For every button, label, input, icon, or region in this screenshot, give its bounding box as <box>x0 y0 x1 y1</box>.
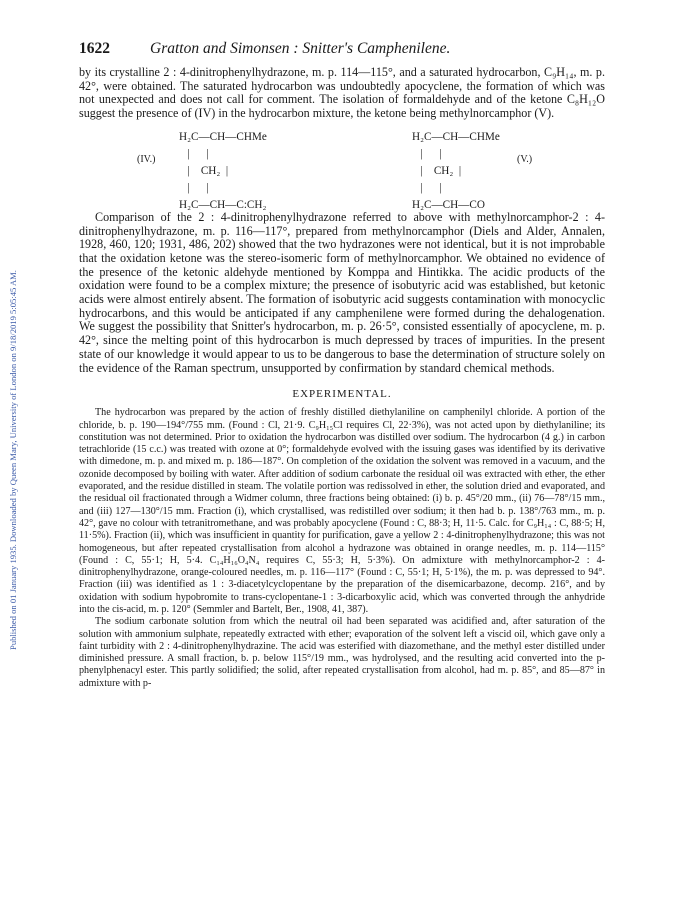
page-content <box>79 40 605 690</box>
running-title: Gratton and Simonsen : Snitter's Camphenilene. <box>150 40 451 57</box>
page-header <box>79 40 605 58</box>
publication-side-note <box>6 100 20 820</box>
page-number: 1622 <box>79 40 110 57</box>
experimental-heading: EXPERIMENTAL. <box>292 388 392 401</box>
structural-formulas <box>79 127 605 211</box>
formula-iv-label: (IV.) <box>137 153 156 165</box>
experimental-paragraph-2: The sodium carbonate solution from which the neutral oil had been separated was acidified and, after saturation of the solution with ammonium sulphate, repeatedly extracted with ether; evaporation of the solvent left a viscid oil, which gave only a faint turbidity with 2 : 4-dinitrophenylhydrazine. The acid was esterified with diazomethane, and the methyl ester distilled under diminished pressure. A small fraction, b. p. below 115°/19 mm., was hydrolysed, and the resulting acid converted into the p-phenylphenacyl ester. This partly solidified; the solid, after repeated crystallisation from alcohol, had m. p. 85°, and 85—87° in admixture with p- <box>79 616 605 689</box>
side-note-text: Published on 01 January 1935. Downloaded by Queen Mary, University of London on 9/18/2019 5:05:45 AM. <box>8 270 18 650</box>
comparison-paragraph: Comparison of the 2 : 4-dinitrophenylhydrazone referred to above with methylnorcamphor-2 : 4-dinitrophenylhydrazone, m. p. 116—117°, prepared from methylnorcamphor (Diels and Alder, Annalen, 1928, 460, 120; 1931, 486, 202) showed that the two hydrazones were not identical, but it is not improbable that the oxidation ketone was the stereo-isomeric form of methylnorcamphor. We obtained no evidence of the presence of the ketonic aldehyde mentioned by Komppa and Hintikka. The acidic products of the oxidation were found to be a complex mixture; the presence of isobutyric acid was established, but ketonic acids were almost entirely absent. The formation of isobutyric acid suggests contamination with monocyclic hydrocarbons, and this would be anticipated if any camphenilene were formed during the dehalogenation. We suggest the possibility that Snitter's hydrocarbon, m. p. 26·5°, consisted essentially of apocyclene, m. p. 42°, since the melting point of this hydrocarbon is much depressed by traces of impurities. In the present state of our knowledge it would appear to us to be dangerous to base the determination of structure solely on the evidence of the Raman spectrum, unsupported by confirmation by standard chemical methods. <box>79 209 605 375</box>
formula-iv-structure: H₂C—CH—CHMe | | | CH₂ | | | H₂C—CH—C:CH₂ <box>179 130 267 211</box>
intro-paragraph: by its crystalline 2 : 4-dinitrophenylhydrazone, m. p. 114—115°, and a saturated hydrocarbon, C₉H₁₄, m. p. 42°, were obtained. The saturated hydrocarbon was undoubtedly apocyclene, the formation of which was not unexpected and does not call for comment. The isolation of formaldehyde and of the ketone C₈H₁₂O suggest the presence of (IV) in the hydrocarbon mixture, the ketone being methylnorcamphor (V). <box>79 65 605 121</box>
formula-v-label: (V.) <box>517 153 533 165</box>
formula-v-structure: H₂C—CH—CHMe | | | CH₂ | | | H₂C—CH—CO <box>412 130 500 211</box>
experimental-paragraph-1: The hydrocarbon was prepared by the action of freshly distilled diethylaniline on camphenilyl chloride. A portion of the chloride, b. p. 190—194°/755 mm. (Found : Cl, 21·9. C₉H₁₅Cl requires Cl, 22·3%), was not acted upon by diethylaniline; its constitution was not determined. Prior to oxidation the hydrocarbon was distilled over sodium. The hydrocarbon (4 g.) in carbon tetrachloride (15 c.c.) was treated with ozone at 0°; formaldehyde evolved with the issuing gases was identified by its derivative with dimedone, m. p. and mixed m. p. 186—187°. On completion of the oxidation the solvent was removed in a vacuum, and the ozonide decomposed by boiling with water. After addition of sodium carbonate the residual oil was extracted with ether, the ether evaporated, and the residue distilled in steam. The volatile portion was redissolved in ether, the solution dried and evaporated, and the residual oil fractionated through a Widmer column, three fractions being obtained: (i) b. p. 45°/20 mm., (ii) 76—78°/15 mm., and (iii) 127—130°/15 mm. Fraction (i), which crystallised, was redistilled over sodium; it then had b. p. 138°/763 mm., m. p. 42°, gave no colour with tetranitromethane, and was probably apocyclene (Found : C, 88·3; H, 11·5. Calc. for C₉H₁₄ : C, 88·5; H, 11·5%). Fraction (ii), which was insufficient in quantity for purification, gave a yellow 2 : 4-dinitrophenylhydrazone; this was not homogeneous, but after repeated crystallisation from alcohol a hydrazone was obtained in orange needles, m. p. 114—115° (Found : C, 55·1; H, 5·4. C₁₄H₁₆O₄N₄ requires C, 55·3; H, 5·3%). On admixture with methylnorcamphor-2 : 4-dinitrophenylhydrazone, orange-coloured needles, m. p. 116—117° (Found : C, 55·1; H, 5·1%), the m. p. was depressed to 94°. Fraction (iii) was identified as 1 : 3-diacetylcyclopentane by the preparation of the disemicarbazone, decomp. 216°, and by oxidation with sodium hypobromite to trans-cyclopentane-1 : 3-dicarboxylic acid, which was converted through the anhydride into the cis-acid, m. p. 120° (Semmler and Bartelt, Ber., 1908, 41, 387). <box>79 407 605 615</box>
